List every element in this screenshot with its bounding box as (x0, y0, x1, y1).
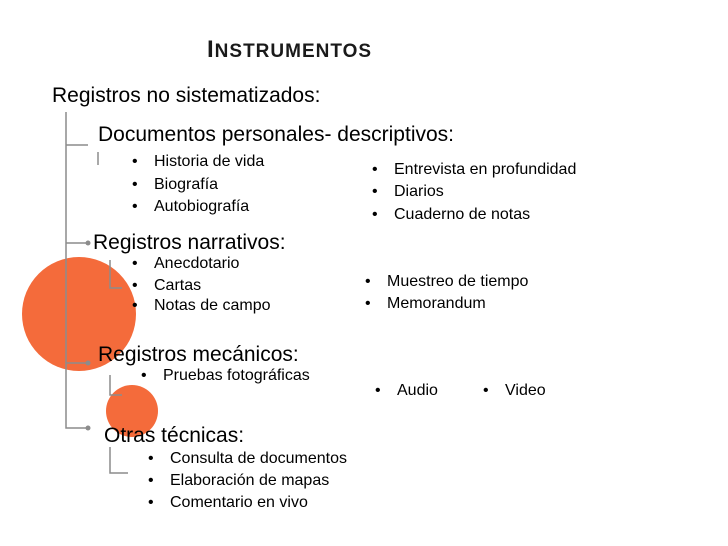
list-item: • Video (483, 382, 546, 399)
mecanicos-heading: Registros mecánicos: (98, 343, 299, 366)
slide-title (207, 36, 372, 64)
list-item: • Biografía (132, 176, 219, 193)
list-item: • Historia de vida (132, 153, 265, 170)
list-item: • Diarios (372, 183, 444, 200)
list-item: • Notas de campo (132, 297, 271, 314)
list-item: • Anecdotario (132, 255, 240, 272)
main-heading: Registros no sistematizados: (52, 84, 321, 107)
list-item: • Autobiografía (132, 198, 250, 215)
list-item: • Entrevista en profundidad (372, 161, 577, 178)
list-item: • Muestreo de tiempo (365, 273, 529, 290)
title-initial: I (207, 36, 215, 63)
list-item: • Pruebas fotográficas (141, 367, 310, 384)
narrativos-heading: Registros narrativos: (93, 231, 286, 254)
list-item: • Cuaderno de notas (372, 206, 531, 223)
list-item: • Elaboración de mapas (148, 472, 330, 489)
list-item: • Memorandum (365, 295, 486, 312)
documentos-heading: Documentos personales- descriptivos: (98, 123, 454, 146)
title-rest: NSTRUMENTOS (214, 41, 373, 62)
list-item: • Audio (375, 382, 438, 399)
otras-heading: Otras técnicas: (104, 424, 245, 447)
list-item: • Consulta de documentos (148, 450, 347, 467)
list-item: • Cartas (132, 277, 202, 294)
list-item: • Comentario en vivo (148, 494, 308, 511)
